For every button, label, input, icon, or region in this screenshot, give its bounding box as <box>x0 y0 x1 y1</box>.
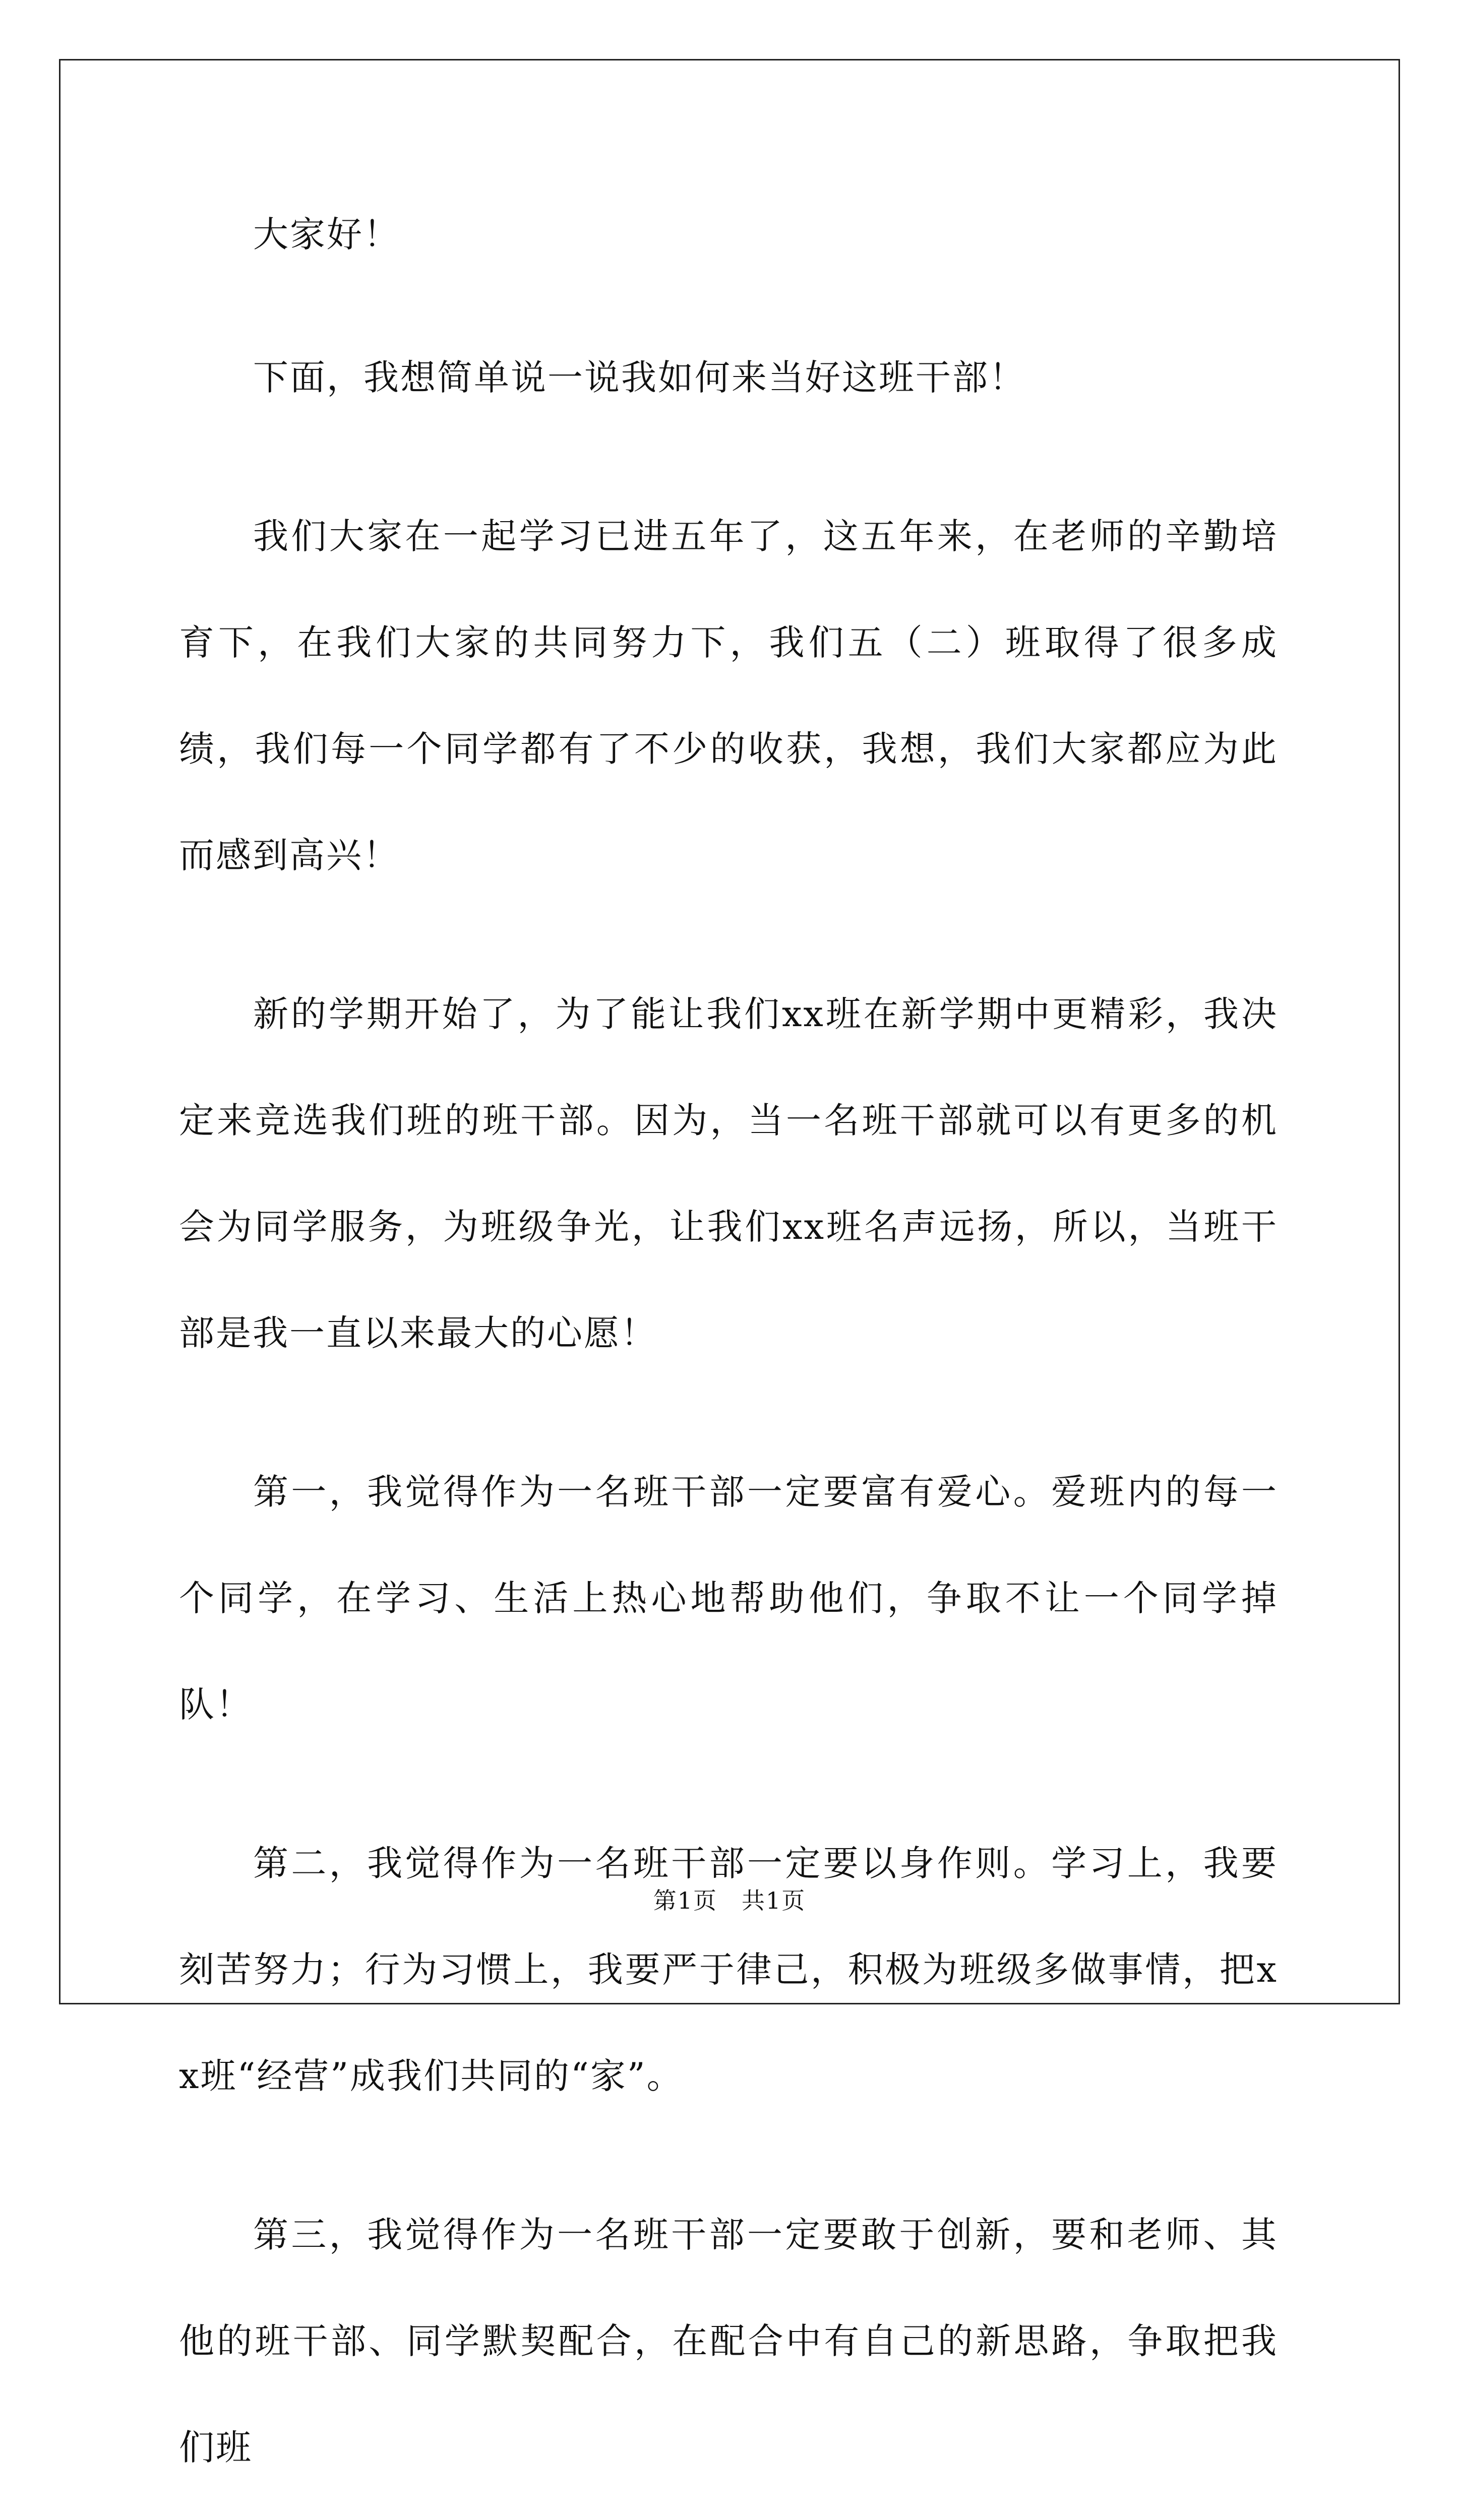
paragraph-intro: 下面，我想简单说一说我如何来当好这班干部！ <box>253 357 1026 398</box>
paragraph-point-one: 第一，我觉得作为一名班干部一定要富有爱心。爱班内的每一个同学，在学习、生活上热心地帮助他们，争取不让一个同学掉队！ <box>179 1471 1278 1725</box>
page-number: 第1页 <box>653 1887 717 1914</box>
paragraph-new-semester: 新的学期开始了，为了能让我们xx班在新学期中更精彩，我决定来竞选我们班的班干部。因为，当一名班干部就可以有更多的机会为同学服务，为班级争光，让我们xx班名声远扬，所以，当班干部是我一直以来最大的心愿！ <box>179 993 1278 1354</box>
paragraph-greeting: 大家好！ <box>253 214 400 255</box>
page-footer <box>0 1882 1459 1916</box>
document-body <box>179 197 1278 2520</box>
paragraph-point-two: 第二，我觉得作为一名班干部一定要以身作则。学习上，我要刻苦努力；行为习惯上，我要严于律己，积极为班级多做事情，把xx班“经营”成我们共同的“家”。 <box>179 1843 1278 2097</box>
page-total: 共1页 <box>742 1887 806 1914</box>
paragraph-five-years: 我们大家在一起学习已进五年了，这五年来，在老师的辛勤培育下，在我们大家的共同努力下，我们五（二）班取得了很多成绩，我们每一个同学都有了不少的收获，我想，我们大家都应为此而感到高兴！ <box>179 516 1278 876</box>
paragraph-point-three: 第三，我觉得作为一名班干部一定要敢于创新，要和老师、其他的班干部、同学默契配合，在配合中有自己的新思路，争取把我们班 <box>179 2214 1278 2468</box>
